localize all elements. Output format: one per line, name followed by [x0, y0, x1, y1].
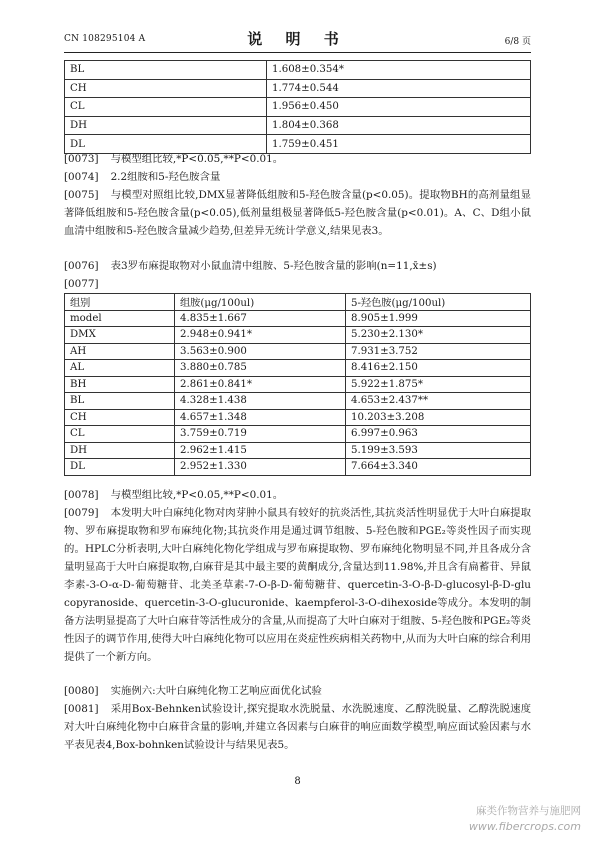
- paragraph-text: 采用Box-Behnken试验设计,探究提取水洗脱量、水洗脱速度、乙醇洗脱量、乙醇洗脱速度对大叶白麻纯化物中白麻苷含量的影响,并建立各因素与白麻苷的响应面数学模型,响应面试验因素与水平表见表4,Box-bohnken试验设计与结果见表5。: [64, 703, 531, 751]
- table-row: [65, 409, 531, 426]
- table-row: [65, 116, 531, 135]
- table-cell: 7.931±3.752: [346, 343, 531, 360]
- paragraph-0076: [64, 257, 531, 275]
- paragraph-number: [0073]: [64, 153, 99, 165]
- table-cell: BL: [65, 393, 175, 410]
- table-cell: 8.416±2.150: [346, 360, 531, 377]
- table-cell: AH: [65, 343, 175, 360]
- page-header: [64, 28, 531, 50]
- paragraph-0078: [64, 486, 531, 504]
- table-cell: 4.657±1.348: [175, 409, 346, 426]
- results-table-continued: [64, 60, 531, 154]
- paragraph-number: [0080]: [64, 685, 99, 697]
- table-row: [65, 61, 531, 80]
- paragraph-number: [0077]: [64, 278, 99, 290]
- table-cell: 1.608±0.354*: [267, 61, 531, 80]
- table-row: [65, 426, 531, 443]
- table-cell: 2.861±0.841*: [175, 376, 346, 393]
- paragraph-number: [0079]: [64, 507, 99, 519]
- column-header: 组胺(μg/100ul): [175, 294, 346, 311]
- watermark: [469, 804, 581, 834]
- table-cell: CL: [65, 98, 267, 117]
- table-cell: 2.962±1.415: [175, 442, 346, 459]
- paragraph-0081: [64, 700, 531, 754]
- column-header: 5-羟色胺(μg/100ul): [346, 294, 531, 311]
- table-row: [65, 459, 531, 476]
- table-row: [65, 98, 531, 117]
- table-cell: BL: [65, 61, 267, 80]
- table-cell: AL: [65, 360, 175, 377]
- table-cell: 1.956±0.450: [267, 98, 531, 117]
- table-row: [65, 327, 531, 344]
- table-row: [65, 376, 531, 393]
- table-cell: CH: [65, 79, 267, 98]
- table-cell: DH: [65, 442, 175, 459]
- paragraph-0073: [64, 150, 531, 168]
- paragraph-text: 与模型组比较,*P<0.05,**P<0.01。: [110, 153, 284, 165]
- table-row: [65, 360, 531, 377]
- table-cell: 10.203±3.208: [346, 409, 531, 426]
- table-row: [65, 310, 531, 327]
- table-caption: 表3罗布麻提取物对小鼠血清中组胺、5-羟色胺含量的影响(n=11,x̄±s): [110, 260, 437, 272]
- table-cell: DL: [65, 459, 175, 476]
- paragraph-number: [0075]: [64, 189, 99, 201]
- table-cell: 6.997±0.963: [346, 426, 531, 443]
- table-cell: model: [65, 310, 175, 327]
- table-row: [65, 79, 531, 98]
- paragraph-text: 与模型组比较,*P<0.05,**P<0.01。: [110, 489, 284, 501]
- table-cell: 1.804±0.368: [267, 116, 531, 135]
- page-indicator: 6/8 页: [504, 37, 531, 47]
- paragraph-0075: [64, 186, 531, 240]
- paragraph-number: [0078]: [64, 489, 99, 501]
- paragraph-number: [0081]: [64, 703, 99, 715]
- table-cell: 4.835±1.667: [175, 310, 346, 327]
- paragraph-text: 本发明大叶白麻纯化物对肉芽肿小鼠具有较好的抗炎活性,其抗炎活性明显优于大叶白麻提取物、罗布麻提取物和罗布麻纯化物;其抗炎作用是通过调节组胺、5-羟色胺和PGE₂等炎性因子而实现的。HPLC分析表明,大叶白麻纯化物化学组成与罗布麻提取物、罗布麻纯化物明显不同,并且各成分含量明显高于大叶白麻提取物,白麻苷是其中最主要的黄酮成分,含量达到11.98%,并且含有扁蓄苷、异鼠李素-3-O-α-D-葡萄糖苷、北美圣草素-7-O-β-D-葡萄糖苷、quercetin-3-O-β-D-glucosyl-β-D-glu copyranoside、quercetin-3-O-glucuronide、kaempferol-3-O-dihexoside等成分。本发明的制备方法明显提高了大叶白麻苷等活性成分的含量,从而提高了大叶白麻对于组胺、5-羟色胺和PGE₂等炎性因子的调节作用,使得大叶白麻纯化物可以应用在炎症性疾病相关药物中,从而为大叶白麻的综合利用提供了一个新方向。: [64, 507, 531, 663]
- table-row: [65, 393, 531, 410]
- paragraph-text: 与模型对照组比较,DMX显著降低组胺和5-羟色胺含量(p<0.05)。提取物BH的高剂量组显著降低组胺和5-羟色胺含量(p<0.05),低剂量组极显著降低5-羟色胺含量(p<0.01)。A、C、D组小鼠血清中组胺和5-羟色胺含量减少趋势,但差异无统计学意义,结果见表3。: [64, 189, 531, 237]
- page-number: 8: [294, 776, 301, 787]
- table-cell: 5.230±2.130*: [346, 327, 531, 344]
- table-cell: 1.759±0.451: [267, 135, 531, 154]
- table-cell: CH: [65, 409, 175, 426]
- table-cell: 4.653±2.437**: [346, 393, 531, 410]
- table-cell: 8.905±1.999: [346, 310, 531, 327]
- table-3: [64, 293, 531, 476]
- patent-number: CN 108295104 A: [64, 34, 146, 44]
- paragraph-0080: [64, 682, 531, 700]
- table-cell: 5.922±1.875*: [346, 376, 531, 393]
- table-cell: 2.948±0.941*: [175, 327, 346, 344]
- watermark-name: 麻类作物营养与施肥网: [476, 805, 581, 817]
- table-cell: 3.759±0.719: [175, 426, 346, 443]
- table-row: [65, 343, 531, 360]
- table-row: [65, 442, 531, 459]
- section-heading: 实施例六:大叶白麻纯化物工艺响应面优化试验: [110, 685, 322, 697]
- paragraph-number: [0074]: [64, 171, 99, 183]
- table-cell: DH: [65, 116, 267, 135]
- watermark-url: www.fibercrops.com: [468, 820, 581, 833]
- table-cell: 2.952±1.330: [175, 459, 346, 476]
- paragraph-0077: [64, 275, 531, 293]
- table-cell: DL: [65, 135, 267, 154]
- table-cell: DMX: [65, 327, 175, 344]
- table-cell: 4.328±1.438: [175, 393, 346, 410]
- document-title: 说 明 书: [247, 30, 348, 48]
- column-header: 组别: [65, 294, 175, 311]
- table-cell: 1.774±0.544: [267, 79, 531, 98]
- table-header-row: [65, 294, 531, 311]
- paragraph-number: [0076]: [64, 260, 99, 272]
- table-cell: BH: [65, 376, 175, 393]
- paragraph-0074: [64, 168, 531, 186]
- table-cell: 3.880±0.785: [175, 360, 346, 377]
- table-cell: 3.563±0.900: [175, 343, 346, 360]
- table-cell: 7.664±3.340: [346, 459, 531, 476]
- header-divider: [64, 52, 531, 53]
- section-heading: 2.2组胺和5-羟色胺含量: [110, 171, 221, 183]
- table-cell: CL: [65, 426, 175, 443]
- paragraph-0079: [64, 504, 531, 666]
- table-cell: 5.199±3.593: [346, 442, 531, 459]
